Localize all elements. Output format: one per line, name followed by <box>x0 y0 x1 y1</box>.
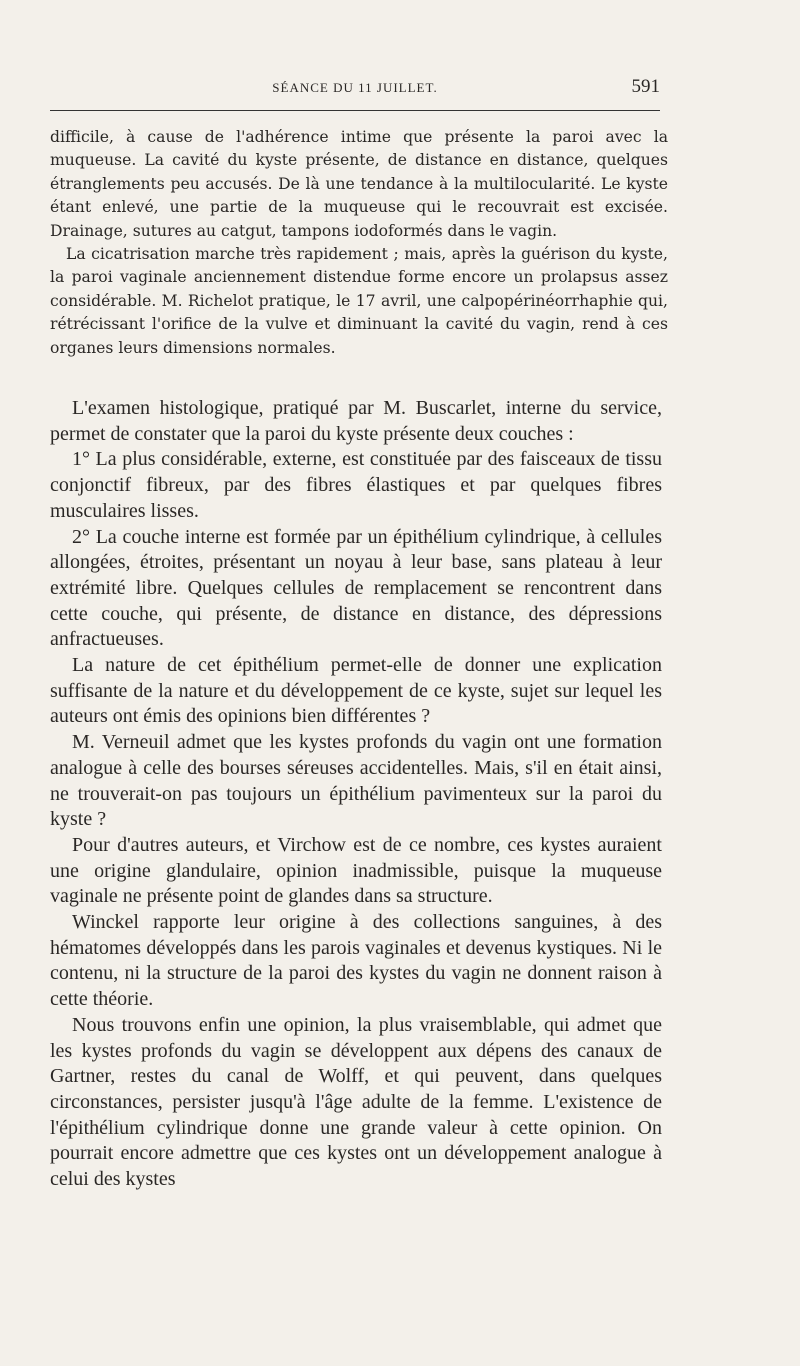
paragraph: 1° La plus considérable, externe, est constituée par des faisceaux de tissu conjonctif fibreux, par des fibres élastiques et par quelques fibres musculaires lisses. <box>50 448 662 522</box>
paragraph: 2° La couche interne est formée par un épithélium cylindrique, à cellules allongées, étroites, présentant un noyau à leur base, sans plateau à leur extrémité libre. Quelques cellules de remplacement se rencontrent dans cette couche, qui présente, de distance en distance, des dépressions anfractueuses. <box>50 525 662 651</box>
paragraph: L'examen histologique, pratiqué par M. Buscarlet, interne du service, permet de constater que la paroi du kyste présente deux couches : <box>50 397 662 445</box>
discussion-section <box>50 396 662 1193</box>
paragraph: Nous trouvons enfin une opinion, la plus vraisemblable, qui admet que les kystes profonds du vagin se développent aux dépens des canaux de Gartner, restes du canal de Wolff, et qui peuvent, dans quelques circonstances, persister jusqu'à l'âge adulte de la femme. L'existence de l'épithélium cylindrique donne une grande valeur à cette opinion. On pourrait encore admettre que ces kystes ont un développement analogue à celui des kystes <box>50 1013 662 1191</box>
running-title: SÉANCE DU 11 JUILLET. <box>272 80 438 95</box>
paragraph: M. Verneuil admet que les kystes profonds du vagin ont une formation analogue à celle des bourses séreuses accidentelles. Mais, s'il en était ainsi, ne trouverait-on pas toujours un épithélium pavimenteux sur la paroi du kyste ? <box>50 731 662 831</box>
case-report-section <box>50 126 668 360</box>
paragraph: La cicatrisation marche très rapidement ; mais, après la guérison du kyste, la paroi vaginale anciennement distendue forme encore un prolapsus assez considérable. M. Richelot pratique, le 17 avril, une calpopérinéorrhaphie qui, rétrécissant l'orifice de la vulve et diminuant la cavité du vagin, rend à ces organes leurs dimensions normales. <box>50 245 668 357</box>
page-header <box>50 76 660 102</box>
paragraph: Pour d'autres auteurs, et Virchow est de ce nombre, ces kystes auraient une origine glandulaire, opinion inadmissible, puisque la muqueuse vaginale ne présente point de glandes dans sa structure. <box>50 833 662 908</box>
paragraph: difficile, à cause de l'adhérence intime que présente la paroi avec la muqueuse. La cavité du kyste présente, de distance en distance, quelques étranglements peu accusés. De là une tendance à la multilocularité. Le kyste étant enlevé, une partie de la muqueuse qui le recouvrait est excisée. Drainage, sutures au catgut, tampons iodoformés dans le vagin. <box>50 128 668 240</box>
paragraph: Winckel rapporte leur origine à des collections sanguines, à des hématomes développés dans les parois vaginales et devenus kystiques. Ni le contenu, ni la structure de la paroi des kystes du vagin ne donnent raison à cette théorie. <box>50 911 662 1011</box>
paragraph: La nature de cet épithélium permet-elle de donner une explication suffisante de la nature et du développement de ce kyste, sujet sur lequel les auteurs ont émis des opinions bien différentes ? <box>50 654 662 728</box>
page-number: 591 <box>631 76 660 97</box>
header-rule <box>50 110 660 111</box>
